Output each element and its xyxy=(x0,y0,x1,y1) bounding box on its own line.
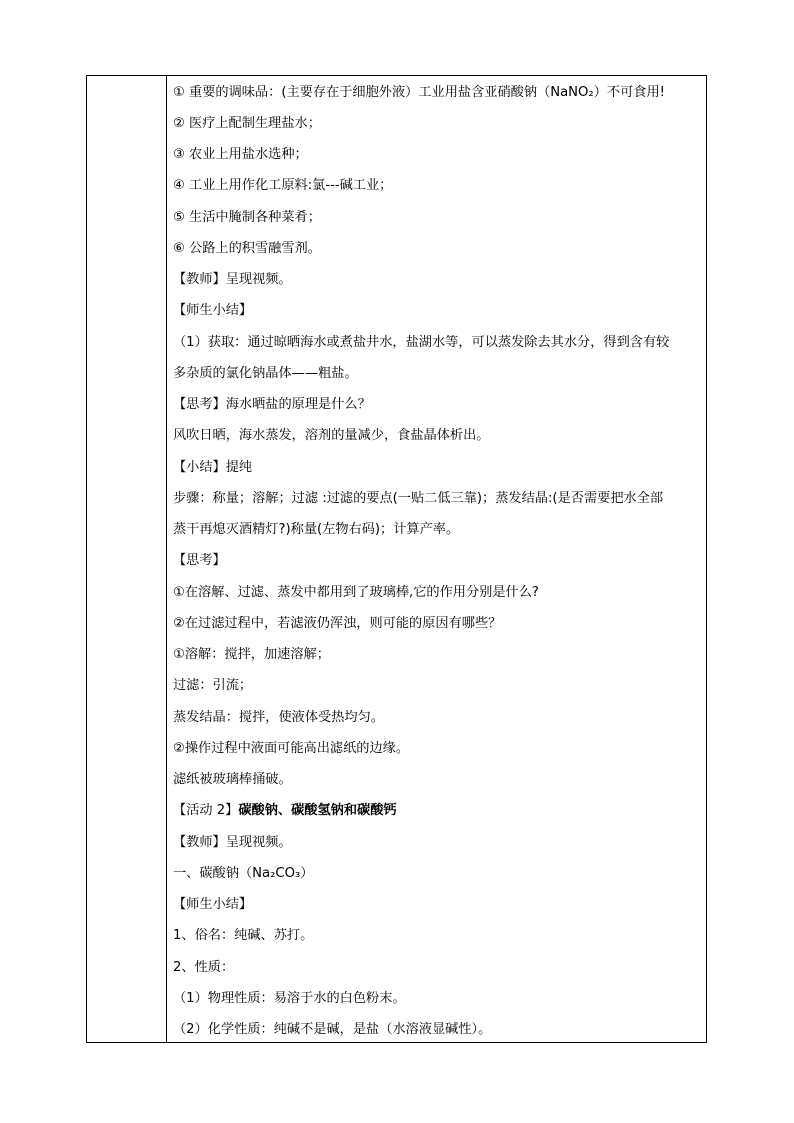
text-line-29: 2、性质： xyxy=(173,960,235,975)
text-line-8: 【师生小结】 xyxy=(173,303,253,318)
text-line-14: 步骤：称量；溶解；过滤 :过滤的要点(一贴二低三靠)；蒸发结晶:(是否需要把水全部 xyxy=(173,491,664,506)
text-line-13: 【小结】提纯 xyxy=(173,460,253,475)
text-line-20: 过滤：引流； xyxy=(173,678,253,693)
text-line-30: （1）物理性质：易溶于水的白色粉末。 xyxy=(173,991,406,1006)
text-line-12: 风吹日晒，海水蒸发，溶剂的量减少，食盐晶体析出。 xyxy=(173,428,490,443)
text-line-28: 1、俗名：纯碱、苏打。 xyxy=(173,928,314,943)
text-line-15: 蒸干再熄灭酒精灯?)称量(左物右码)；计算产率。 xyxy=(173,522,460,537)
text-line-7: 【教师】呈现视频。 xyxy=(173,272,292,287)
activity-label: 【活动 2】 xyxy=(173,803,239,818)
text-line-25: 【教师】呈现视频。 xyxy=(173,835,292,850)
left-column-cell xyxy=(87,76,167,1042)
text-line-11: 【思考】海水晒盐的原理是什么？ xyxy=(173,397,371,412)
text-line-23: 滤纸被玻璃棒捅破。 xyxy=(173,772,292,787)
text-line-9: （1）获取：通过晾晒海水或煮盐井水，盐湖水等，可以蒸发除去其水分，得到含有较 xyxy=(173,335,670,350)
text-line-3: ③ 农业上用盐水选种； xyxy=(173,147,308,162)
text-line-17: ①在溶解、过滤、蒸发中都用到了玻璃棒,它的作用分别是什么? xyxy=(173,585,539,600)
activity-title: 碳酸钠、碳酸氢钠和碳酸钙 xyxy=(238,803,397,818)
text-line-19: ①溶解：搅拌，加速溶解； xyxy=(173,647,330,662)
text-line-2: ② 医疗上配制生理盐水； xyxy=(173,116,321,131)
text-line-16: 【思考】 xyxy=(173,553,226,568)
text-line-31: （2）化学性质：纯碱不是碱，是盐（水溶液显碱性）。 xyxy=(173,1022,492,1037)
text-line-24 xyxy=(173,803,397,819)
text-line-5: ⑤ 生活中腌制各种菜肴； xyxy=(173,210,321,225)
text-line-18: ②在过滤过程中，若滤液仍浑浊，则可能的原因有哪些？ xyxy=(173,616,502,631)
text-line-27: 【师生小结】 xyxy=(173,897,253,912)
text-line-1: ① 重要的调味品：(主要存在于细胞外液）工业用盐含亚硝酸钠（NaNO₂）不可食用! xyxy=(173,85,665,100)
text-line-6: ⑥ 公路上的积雪融雪剂。 xyxy=(173,241,321,256)
text-line-22: ②操作过程中液面可能高出滤纸的边缘。 xyxy=(173,741,410,756)
text-line-21: 蒸发结晶：搅拌，使液体受热均匀。 xyxy=(173,710,384,725)
document-table xyxy=(86,75,707,1043)
text-line-10: 多杂质的氯化钠晶体——粗盐。 xyxy=(173,366,358,381)
text-line-26: 一、碳酸钠（Na₂CO₃） xyxy=(173,866,314,881)
text-line-4: ④ 工业上用作化工原料:氯---碱工业； xyxy=(173,178,393,193)
